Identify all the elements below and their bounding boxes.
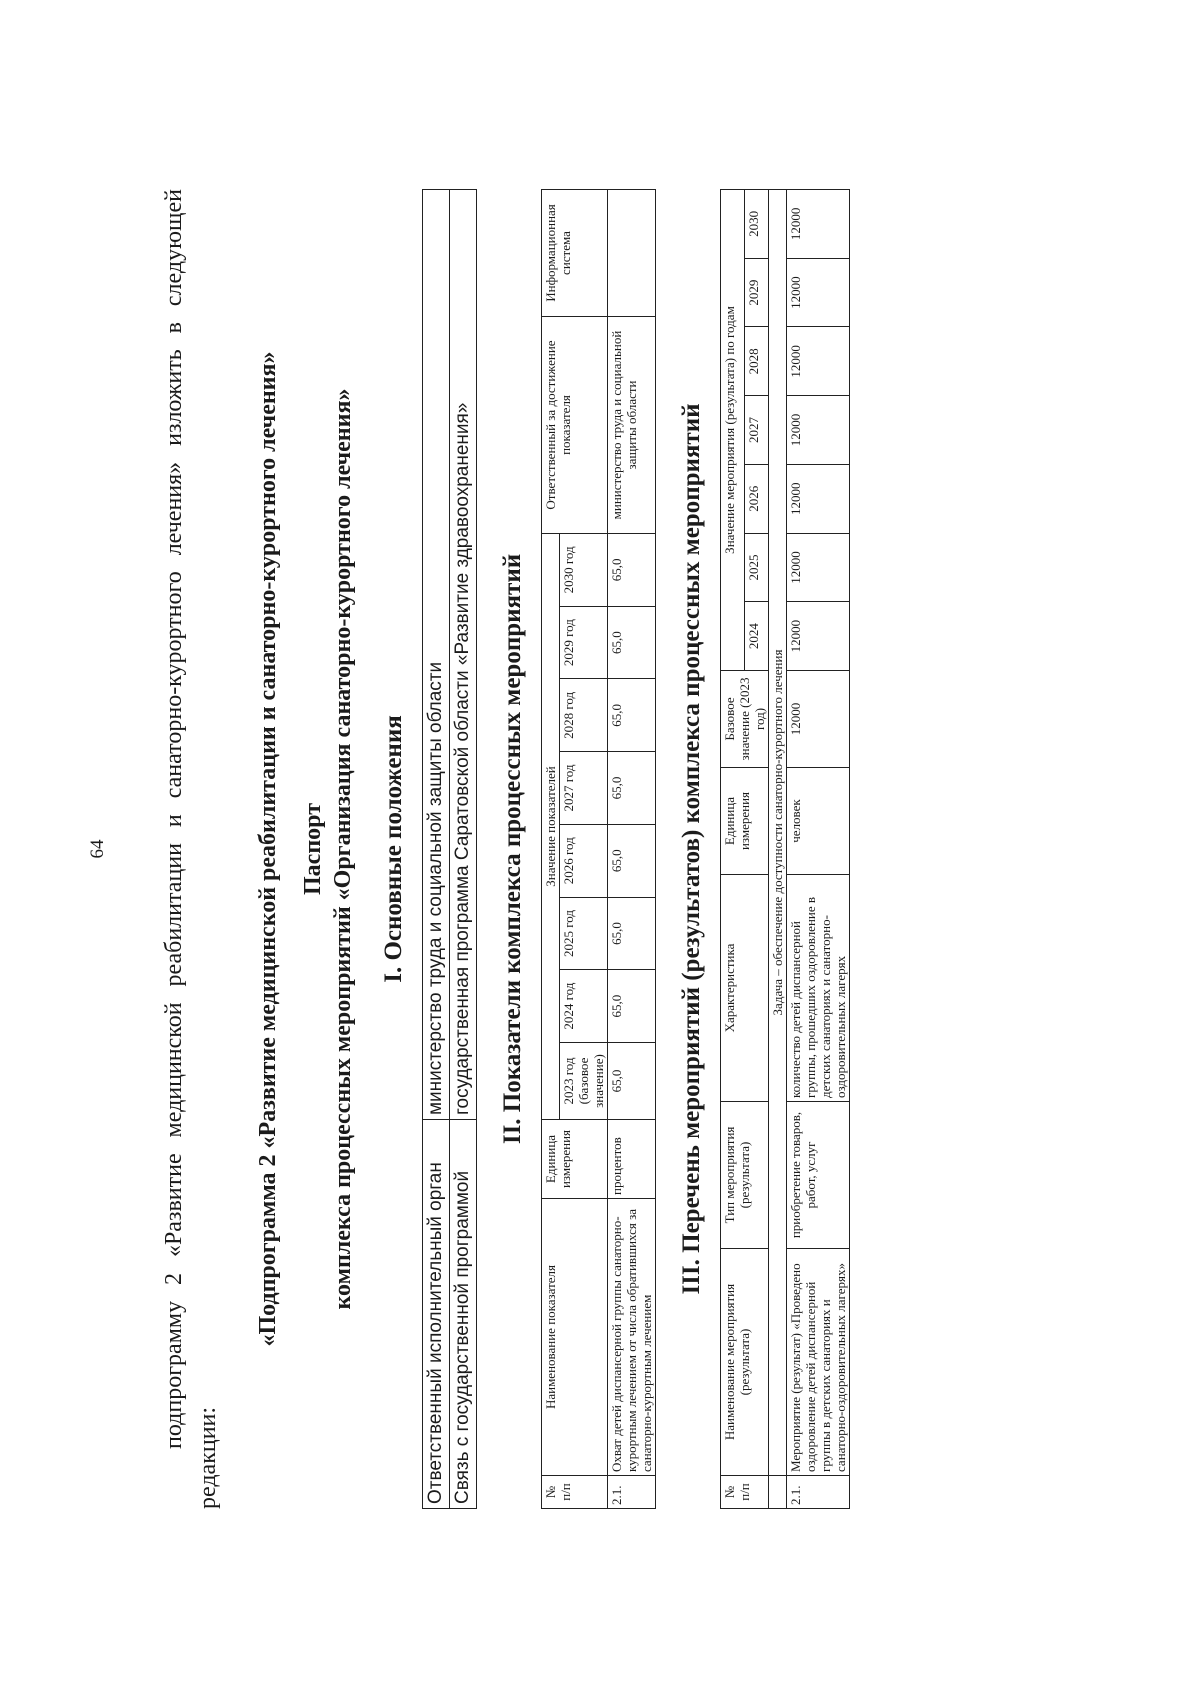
passport-subtitle: комплекса процессных мероприятий «Организация санаторно-курортного лечения» xyxy=(330,388,356,1309)
row-value: министерство труда и социальной защиты области xyxy=(423,189,450,1119)
cell-value: 65,0 xyxy=(608,533,656,606)
task-row xyxy=(769,189,787,1508)
cell-unit: процентов xyxy=(608,1119,656,1198)
cell-value: 65,0 xyxy=(608,969,656,1042)
col-year-header: 2028 год xyxy=(560,678,608,751)
cell-info-system xyxy=(608,189,656,316)
cell-base: 65,0 xyxy=(608,1042,656,1119)
col-unit-header: Единица измерения xyxy=(721,767,769,874)
cell-base: 12000 xyxy=(787,670,850,767)
activities-table xyxy=(720,189,850,1509)
document-page xyxy=(75,119,1125,1579)
col-num-header: № п/п xyxy=(542,1475,608,1508)
col-year-header: 2027 год xyxy=(560,751,608,824)
cell-num: 2.1. xyxy=(787,1475,850,1508)
cell-value: 65,0 xyxy=(608,606,656,679)
cell-value: 12000 xyxy=(787,189,850,258)
cell-value: 12000 xyxy=(787,395,850,464)
cell-responsible: министерство труда и социальной защиты области xyxy=(608,316,656,533)
cell-value: 12000 xyxy=(787,326,850,395)
intro-paragraph: подпрограмму 2 «Развитие медицинской реабилитации и санаторно-курортного лечения» изложить в следующей редакции: xyxy=(161,188,221,1509)
cell-value: 12000 xyxy=(787,601,850,670)
col-unit-header: Единица измерения xyxy=(542,1119,608,1198)
table-row xyxy=(608,189,656,1508)
col-responsible-header: Ответственный за достижение показателя xyxy=(542,316,608,533)
col-year-header: 2026 год xyxy=(560,824,608,897)
cell-value: 12000 xyxy=(787,464,850,533)
cell-value: 65,0 xyxy=(608,678,656,751)
table-row xyxy=(787,189,850,1508)
section3-heading: III. Перечень мероприятий (результатов) комплекса процессных мероприятий xyxy=(678,402,705,1295)
indicators-table xyxy=(541,189,656,1509)
col-year-header: 2030 xyxy=(745,189,769,258)
cell-type: приобретение товаров, работ, услуг xyxy=(787,1101,850,1248)
col-type-header: Тип мероприятия (результата) xyxy=(721,1101,769,1248)
col-name-header: Наименование мероприятия (результата) xyxy=(721,1248,769,1475)
task-num-cell xyxy=(769,1475,787,1508)
col-year-header: 2024 xyxy=(745,601,769,670)
col-values-group-header: Значение показателей xyxy=(542,533,560,1119)
row-value: государственная программа Саратовской области «Развитие здравоохранения» xyxy=(450,189,477,1119)
table-header-row xyxy=(721,189,745,1508)
col-year-header: 2029 xyxy=(745,258,769,327)
cell-num: 2.1. xyxy=(608,1475,656,1508)
cell-value: 65,0 xyxy=(608,824,656,897)
basic-provisions-table xyxy=(422,189,477,1509)
subprogram-title: «Подпрограмма 2 «Развитие медицинской реабилитации и санаторно-курортного лечения» xyxy=(255,351,281,1347)
col-values-group-header: Значение мероприятия (результата) по годам xyxy=(721,189,745,670)
cell-name: Мероприятие (результат) «Проведено оздоровление детей диспансерной группы в детских санаториях и санаторно-оздоровительных лагерях» xyxy=(787,1248,850,1475)
col-characteristic-header: Характеристика xyxy=(721,874,769,1101)
table-header-row xyxy=(542,189,560,1508)
col-base-year-header: 2023 год (базовое значение) xyxy=(560,1042,608,1119)
col-year-header: 2025 xyxy=(745,533,769,602)
cell-value: 12000 xyxy=(787,533,850,602)
col-name-header: Наименование показателя xyxy=(542,1198,608,1475)
page-number: 64 xyxy=(87,839,108,858)
section2-heading: II. Показатели комплекса процессных мероприятий xyxy=(499,553,526,1144)
col-year-header: 2026 xyxy=(745,464,769,533)
table-row xyxy=(450,189,477,1508)
col-base-header: Базовое значение (2023 год) xyxy=(721,670,769,767)
task-text: Задача – обеспечение доступности санаторно-курортного лечения xyxy=(769,189,787,1475)
cell-value: 12000 xyxy=(787,258,850,327)
page-content xyxy=(157,189,850,1509)
row-label: Связь с государственной программой xyxy=(450,1119,477,1508)
row-label: Ответственный исполнительный орган xyxy=(423,1119,450,1508)
col-year-header: 2028 xyxy=(745,326,769,395)
col-year-header: 2025 год xyxy=(560,897,608,970)
col-info-system-header: Информационная система xyxy=(542,189,608,316)
cell-characteristic: количество детей диспансерной группы, прошедших оздоровление в детских санаториях и санаторно-оздоровительных лагерях xyxy=(787,874,850,1101)
table-row xyxy=(423,189,450,1508)
col-year-header: 2024 год xyxy=(560,969,608,1042)
col-num-header: № п/п xyxy=(721,1475,769,1508)
section1-heading: I. Основные положения xyxy=(380,714,407,983)
cell-name: Охват детей диспансерной группы санаторно-курортным лечением от числа обратившихся за санаторно-курортным лечением xyxy=(608,1198,656,1475)
col-year-header: 2027 xyxy=(745,395,769,464)
cell-value: 65,0 xyxy=(608,897,656,970)
cell-unit: человек xyxy=(787,767,850,874)
col-year-header: 2030 год xyxy=(560,533,608,606)
cell-value: 65,0 xyxy=(608,751,656,824)
col-year-header: 2029 год xyxy=(560,606,608,679)
passport-title: Паспорт xyxy=(300,802,326,895)
